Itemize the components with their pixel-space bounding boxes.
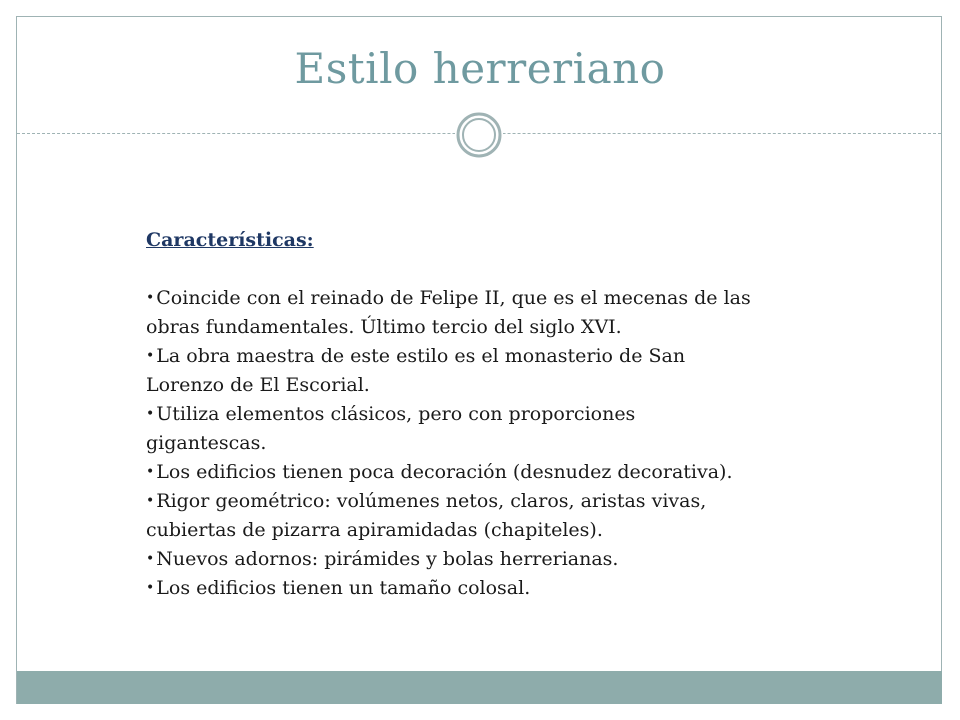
bullet-list [146, 284, 756, 603]
section-heading: Características: [146, 229, 314, 251]
bullet-item [146, 400, 756, 458]
footer-bar [17, 671, 942, 704]
bullet-item [146, 284, 756, 342]
bullet-text: Coincide con el reinado de Felipe II, que es el mecenas de las obras fundamentales. Último tercio del siglo XVI. [146, 287, 751, 338]
bullet-text: Nuevos adornos: pirámides y bolas herrerianas. [156, 548, 619, 570]
bullet-item [146, 342, 756, 400]
divider-ring-icon [455, 111, 503, 159]
bullet-item [146, 458, 756, 487]
slide-title: Estilo herreriano [294, 44, 666, 93]
bullet-text: Utiliza elementos clásicos, pero con proporciones gigantescas. [146, 403, 636, 454]
bullet-icon: • [146, 348, 155, 364]
bullet-icon: • [146, 406, 155, 422]
bullet-item [146, 545, 756, 574]
content-body [146, 226, 756, 603]
bullet-item [146, 574, 756, 603]
bullet-icon: • [146, 580, 155, 596]
bullet-icon: • [146, 493, 155, 509]
bullet-item [146, 487, 756, 545]
bullet-icon: • [146, 464, 155, 480]
bullet-text: La obra maestra de este estilo es el monasterio de San Lorenzo de El Escorial. [146, 345, 686, 396]
bullet-text: Rigor geométrico: volúmenes netos, claros, aristas vivas, cubiertas de pizarra apiramidadas (chapiteles). [146, 490, 707, 541]
bullet-icon: • [146, 551, 155, 567]
bullet-icon: • [146, 290, 155, 306]
bullet-text: Los edificios tienen un tamaño colosal. [156, 577, 531, 599]
bullet-text: Los edificios tienen poca decoración (desnudez decorativa). [156, 461, 733, 483]
